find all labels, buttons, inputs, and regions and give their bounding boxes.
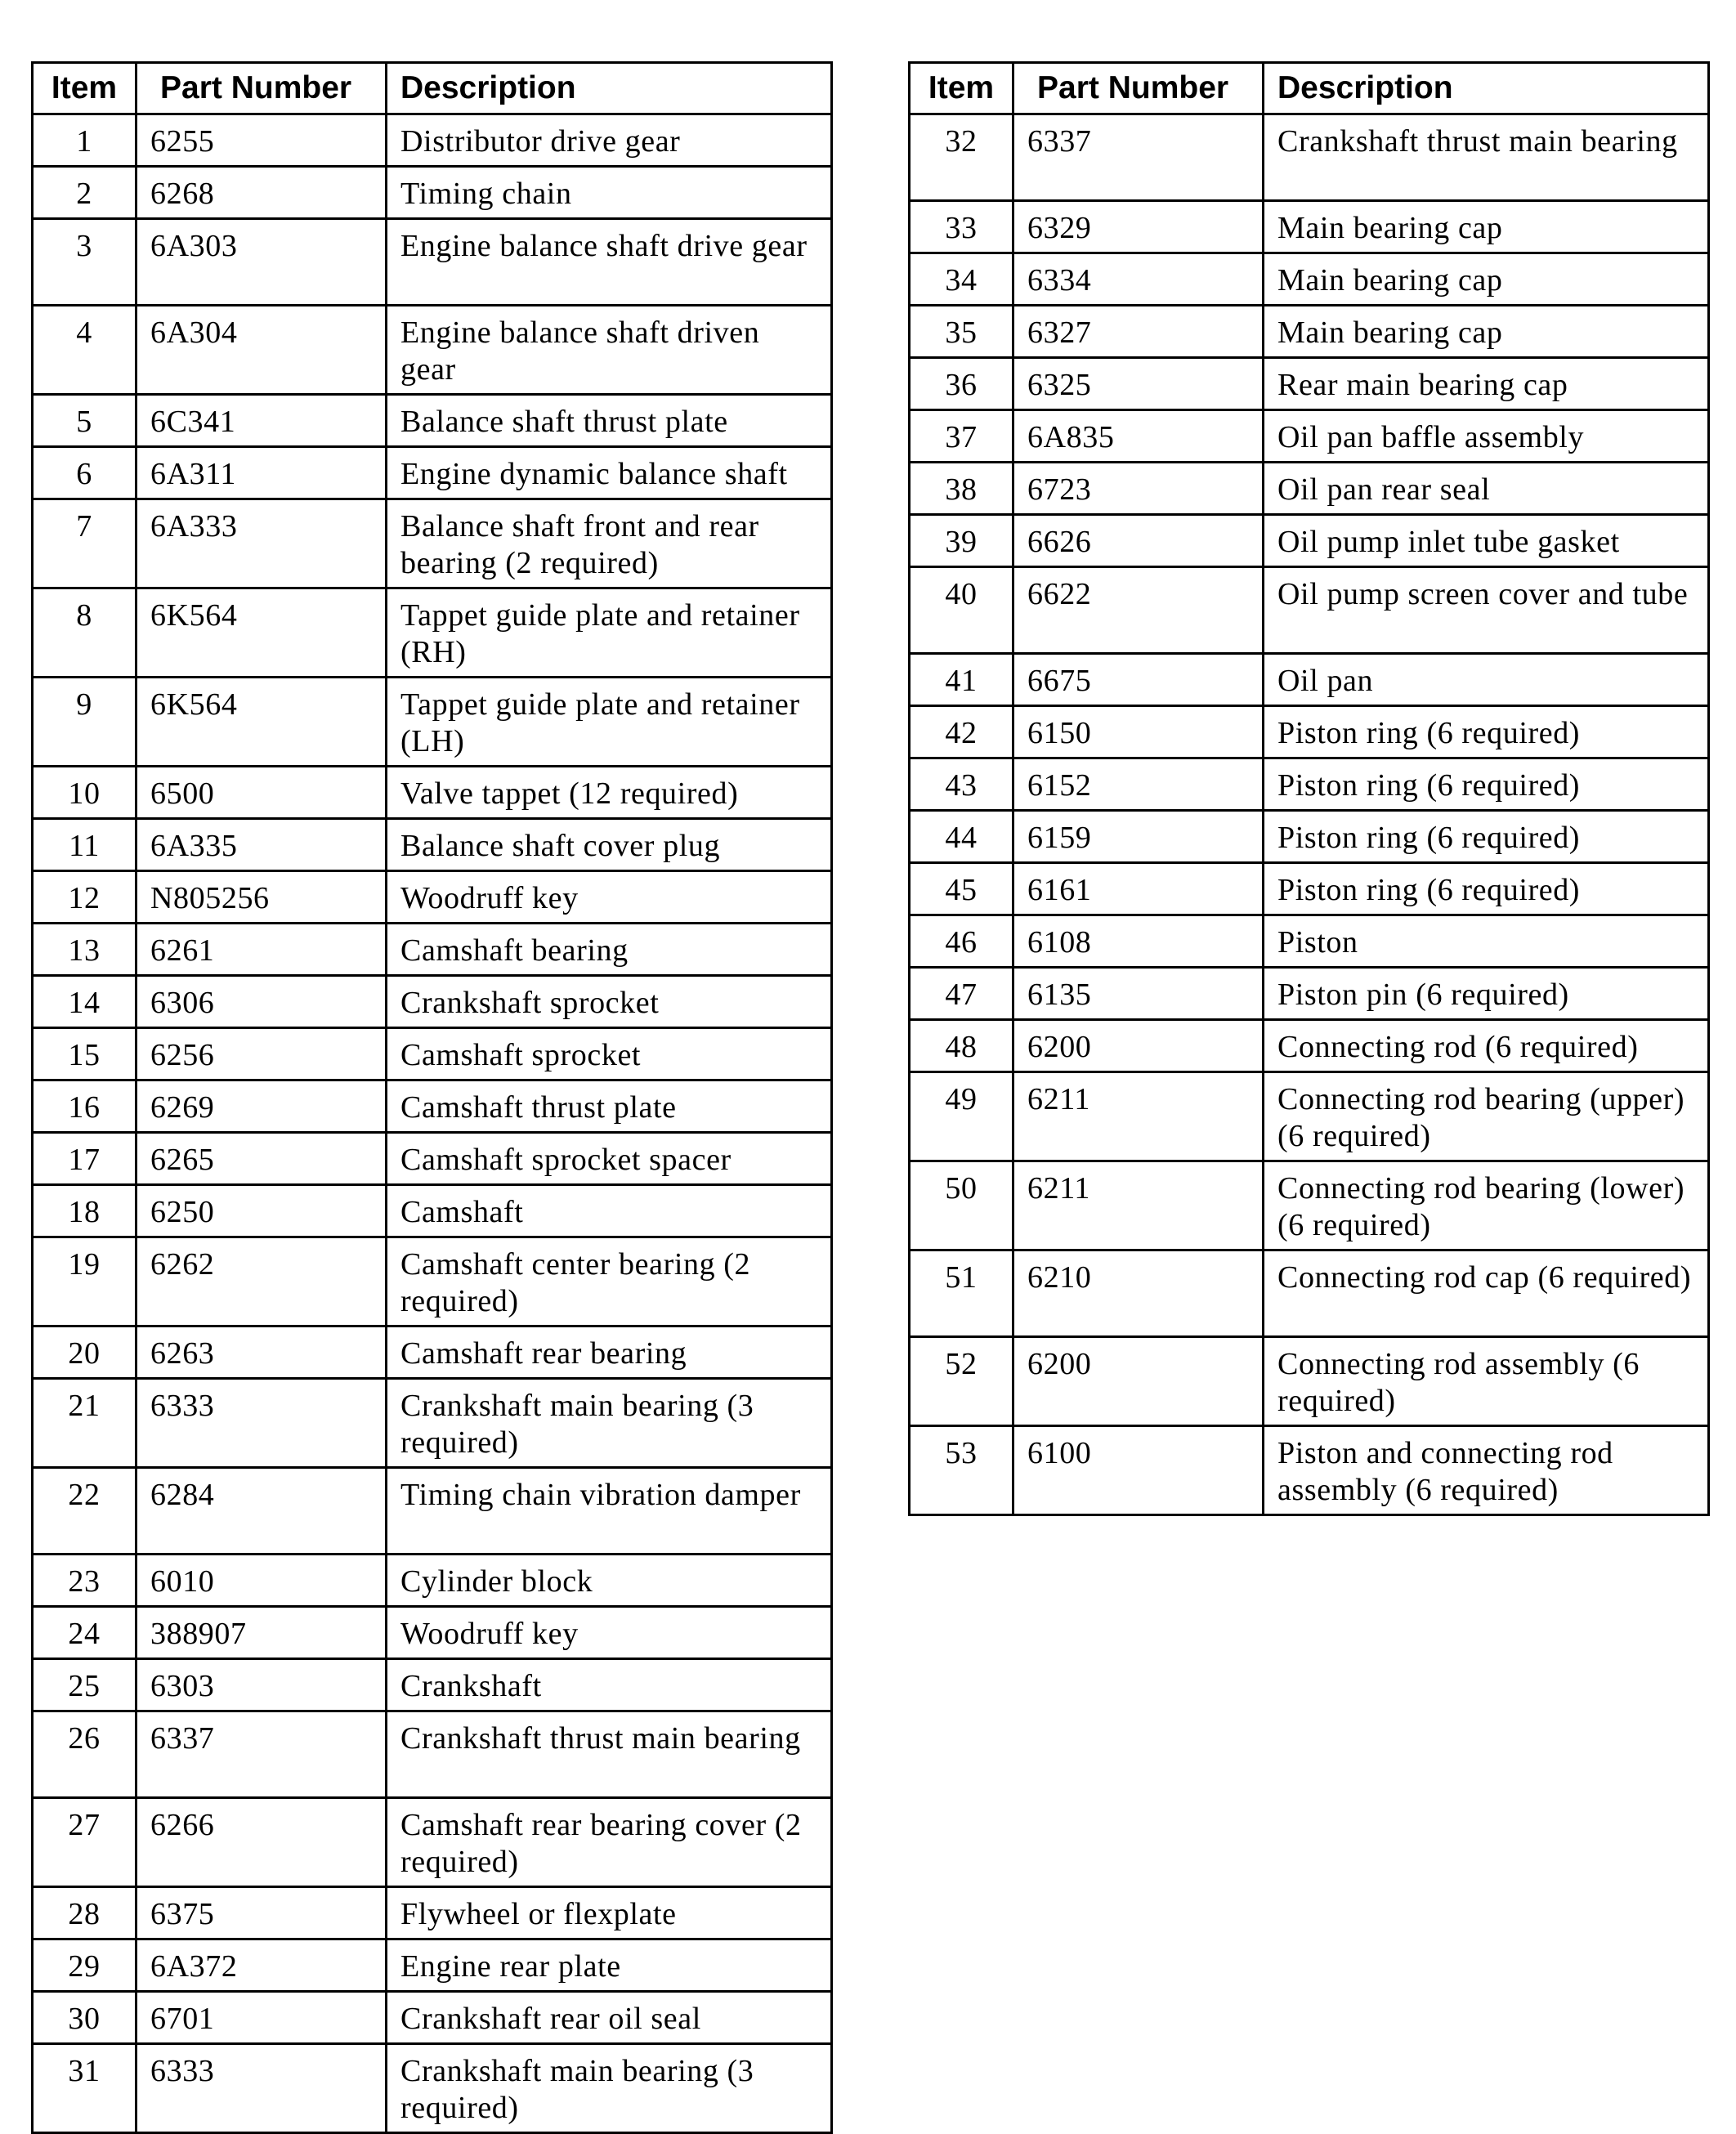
part-number: 6210 — [1013, 1250, 1264, 1337]
table-row — [33, 395, 832, 447]
part-number: 6150 — [1013, 706, 1264, 758]
parts-table-right-body — [910, 114, 1709, 1515]
part-number: 6329 — [1013, 201, 1264, 253]
part-description: Connecting rod bearing (lower) (6 required) — [1264, 1161, 1709, 1250]
item-number: 23 — [33, 1555, 136, 1607]
table-row — [33, 924, 832, 976]
part-description: Connecting rod assembly (6 required) — [1264, 1337, 1709, 1426]
part-number: 6211 — [1013, 1072, 1264, 1161]
part-number: 6325 — [1013, 358, 1264, 410]
table-row — [910, 915, 1709, 968]
item-number: 20 — [33, 1326, 136, 1379]
parts-table-left-body — [33, 114, 832, 2133]
table-row — [33, 499, 832, 588]
table-row — [33, 1992, 832, 2044]
part-number: 6303 — [136, 1659, 387, 1711]
part-number: 6266 — [136, 1798, 387, 1887]
header-part-number: Part Number — [136, 63, 387, 114]
part-number: 6C341 — [136, 395, 387, 447]
part-description: Crankshaft main bearing (3 required) — [387, 2044, 832, 2133]
part-description: Main bearing cap — [1264, 306, 1709, 358]
part-description: Connecting rod bearing (upper) (6 required) — [1264, 1072, 1709, 1161]
part-number: 6261 — [136, 924, 387, 976]
part-description: Crankshaft thrust main bearing — [387, 1711, 832, 1798]
part-description: Piston and connecting rod assembly (6 required) — [1264, 1426, 1709, 1515]
part-description: Cylinder block — [387, 1555, 832, 1607]
item-number: 49 — [910, 1072, 1013, 1161]
part-description: Piston ring (6 required) — [1264, 811, 1709, 863]
item-number: 18 — [33, 1185, 136, 1237]
item-number: 52 — [910, 1337, 1013, 1426]
part-description: Balance shaft thrust plate — [387, 395, 832, 447]
item-number: 13 — [33, 924, 136, 976]
item-number: 10 — [33, 767, 136, 819]
item-number: 42 — [910, 706, 1013, 758]
table-row — [910, 863, 1709, 915]
table-row — [910, 706, 1709, 758]
part-description: Crankshaft — [387, 1659, 832, 1711]
item-number: 6 — [33, 447, 136, 499]
part-description: Camshaft rear bearing cover (2 required) — [387, 1798, 832, 1887]
part-description: Engine balance shaft driven gear — [387, 306, 832, 395]
part-number: 6108 — [1013, 915, 1264, 968]
part-number: 6337 — [1013, 114, 1264, 201]
part-description: Piston — [1264, 915, 1709, 968]
item-number: 3 — [33, 219, 136, 306]
part-number: 6A304 — [136, 306, 387, 395]
part-description: Timing chain vibration damper — [387, 1468, 832, 1555]
item-number: 35 — [910, 306, 1013, 358]
part-number: 6A372 — [136, 1939, 387, 1992]
item-number: 16 — [33, 1080, 136, 1133]
part-number: N805256 — [136, 871, 387, 924]
part-description: Oil pump screen cover and tube — [1264, 567, 1709, 654]
table-header-row — [33, 63, 832, 114]
item-number: 12 — [33, 871, 136, 924]
table-row — [910, 968, 1709, 1020]
part-number: 6622 — [1013, 567, 1264, 654]
item-number: 46 — [910, 915, 1013, 968]
item-number: 22 — [33, 1468, 136, 1555]
table-row — [910, 306, 1709, 358]
part-number: 6A835 — [1013, 410, 1264, 463]
part-number: 6626 — [1013, 515, 1264, 567]
header-description: Description — [387, 63, 832, 114]
part-description: Camshaft — [387, 1185, 832, 1237]
part-number: 6A335 — [136, 819, 387, 871]
item-number: 32 — [910, 114, 1013, 201]
item-number: 31 — [33, 2044, 136, 2133]
part-number: 6211 — [1013, 1161, 1264, 1250]
part-description: Main bearing cap — [1264, 201, 1709, 253]
table-row — [33, 1080, 832, 1133]
item-number: 8 — [33, 588, 136, 678]
part-number: 6200 — [1013, 1337, 1264, 1426]
part-number: 6337 — [136, 1711, 387, 1798]
table-row — [33, 1028, 832, 1080]
table-row — [910, 654, 1709, 706]
table-row — [910, 410, 1709, 463]
part-number: 6265 — [136, 1133, 387, 1185]
part-number: 6375 — [136, 1887, 387, 1939]
part-description: Crankshaft rear oil seal — [387, 1992, 832, 2044]
table-row — [33, 1887, 832, 1939]
item-number: 27 — [33, 1798, 136, 1887]
item-number: 40 — [910, 567, 1013, 654]
item-number: 24 — [33, 1607, 136, 1659]
table-row — [33, 1607, 832, 1659]
table-row — [33, 1468, 832, 1555]
part-number: 6250 — [136, 1185, 387, 1237]
item-number: 25 — [33, 1659, 136, 1711]
table-row — [910, 358, 1709, 410]
part-number: 6723 — [1013, 463, 1264, 515]
part-description: Crankshaft thrust main bearing — [1264, 114, 1709, 201]
part-number: 6135 — [1013, 968, 1264, 1020]
part-description: Distributor drive gear — [387, 114, 832, 167]
table-row — [33, 1326, 832, 1379]
part-description: Balance shaft cover plug — [387, 819, 832, 871]
table-row — [33, 1798, 832, 1887]
table-row — [33, 1711, 832, 1798]
table-row — [33, 1555, 832, 1607]
table-row — [33, 819, 832, 871]
part-number: 6269 — [136, 1080, 387, 1133]
table-row — [910, 253, 1709, 306]
part-number: 6152 — [1013, 758, 1264, 811]
table-row — [910, 1161, 1709, 1250]
table-row — [910, 1250, 1709, 1337]
header-item: Item — [910, 63, 1013, 114]
part-description: Valve tappet (12 required) — [387, 767, 832, 819]
item-number: 21 — [33, 1379, 136, 1468]
table-row — [33, 1659, 832, 1711]
item-number: 45 — [910, 863, 1013, 915]
item-number: 33 — [910, 201, 1013, 253]
item-number: 38 — [910, 463, 1013, 515]
table-row — [33, 114, 832, 167]
part-number: 6K564 — [136, 678, 387, 767]
part-description: Piston pin (6 required) — [1264, 968, 1709, 1020]
item-number: 29 — [33, 1939, 136, 1992]
item-number: 51 — [910, 1250, 1013, 1337]
table-row — [910, 811, 1709, 863]
table-row — [33, 678, 832, 767]
item-number: 36 — [910, 358, 1013, 410]
part-description: Engine dynamic balance shaft — [387, 447, 832, 499]
table-row — [33, 1133, 832, 1185]
part-description: Flywheel or flexplate — [387, 1887, 832, 1939]
item-number: 30 — [33, 1992, 136, 2044]
part-description: Piston ring (6 required) — [1264, 863, 1709, 915]
part-number: 6256 — [136, 1028, 387, 1080]
part-number: 6333 — [136, 1379, 387, 1468]
item-number: 43 — [910, 758, 1013, 811]
table-row — [33, 447, 832, 499]
item-number: 9 — [33, 678, 136, 767]
item-number: 26 — [33, 1711, 136, 1798]
item-number: 53 — [910, 1426, 1013, 1515]
table-row — [910, 1337, 1709, 1426]
part-number: 6268 — [136, 167, 387, 219]
table-row — [33, 588, 832, 678]
part-number: 6701 — [136, 1992, 387, 2044]
part-description: Oil pan — [1264, 654, 1709, 706]
item-number: 19 — [33, 1237, 136, 1326]
part-description: Camshaft rear bearing — [387, 1326, 832, 1379]
part-description: Oil pan baffle assembly — [1264, 410, 1709, 463]
parts-table-right — [908, 61, 1710, 1516]
item-number: 48 — [910, 1020, 1013, 1072]
part-description: Crankshaft sprocket — [387, 976, 832, 1028]
part-description: Rear main bearing cap — [1264, 358, 1709, 410]
table-row — [33, 1939, 832, 1992]
part-description: Crankshaft main bearing (3 required) — [387, 1379, 832, 1468]
table-row — [910, 1072, 1709, 1161]
part-number: 6161 — [1013, 863, 1264, 915]
part-description: Engine rear plate — [387, 1939, 832, 1992]
part-number: 6675 — [1013, 654, 1264, 706]
item-number: 28 — [33, 1887, 136, 1939]
table-row — [33, 1237, 832, 1326]
part-description: Piston ring (6 required) — [1264, 758, 1709, 811]
part-description: Camshaft thrust plate — [387, 1080, 832, 1133]
part-number: 6306 — [136, 976, 387, 1028]
item-number: 47 — [910, 968, 1013, 1020]
part-number: 6A311 — [136, 447, 387, 499]
table-row — [33, 1379, 832, 1468]
table-row — [33, 976, 832, 1028]
item-number: 37 — [910, 410, 1013, 463]
item-number: 4 — [33, 306, 136, 395]
part-number: 6334 — [1013, 253, 1264, 306]
part-number: 6010 — [136, 1555, 387, 1607]
part-description: Connecting rod (6 required) — [1264, 1020, 1709, 1072]
part-description: Oil pump inlet tube gasket — [1264, 515, 1709, 567]
item-number: 50 — [910, 1161, 1013, 1250]
part-number: 6K564 — [136, 588, 387, 678]
table-row — [33, 767, 832, 819]
part-number: 388907 — [136, 1607, 387, 1659]
part-description: Oil pan rear seal — [1264, 463, 1709, 515]
item-number: 2 — [33, 167, 136, 219]
part-description: Balance shaft front and rear bearing (2 required) — [387, 499, 832, 588]
part-number: 6200 — [1013, 1020, 1264, 1072]
part-description: Camshaft sprocket — [387, 1028, 832, 1080]
item-number: 7 — [33, 499, 136, 588]
item-number: 14 — [33, 976, 136, 1028]
part-number: 6327 — [1013, 306, 1264, 358]
part-description: Main bearing cap — [1264, 253, 1709, 306]
item-number: 41 — [910, 654, 1013, 706]
item-number: 11 — [33, 819, 136, 871]
table-row — [33, 2044, 832, 2133]
part-description: Engine balance shaft drive gear — [387, 219, 832, 306]
item-number: 44 — [910, 811, 1013, 863]
header-part-number: Part Number — [1013, 63, 1264, 114]
part-description: Piston ring (6 required) — [1264, 706, 1709, 758]
table-row — [33, 1185, 832, 1237]
part-description: Timing chain — [387, 167, 832, 219]
part-description: Woodruff key — [387, 1607, 832, 1659]
part-description: Connecting rod cap (6 required) — [1264, 1250, 1709, 1337]
part-number: 6263 — [136, 1326, 387, 1379]
item-number: 39 — [910, 515, 1013, 567]
header-description: Description — [1264, 63, 1709, 114]
table-row — [33, 167, 832, 219]
table-row — [910, 758, 1709, 811]
part-number: 6284 — [136, 1468, 387, 1555]
table-row — [910, 567, 1709, 654]
part-description: Woodruff key — [387, 871, 832, 924]
table-row — [910, 201, 1709, 253]
part-number: 6255 — [136, 114, 387, 167]
header-item: Item — [33, 63, 136, 114]
table-row — [910, 1020, 1709, 1072]
item-number: 15 — [33, 1028, 136, 1080]
table-row — [910, 515, 1709, 567]
table-row — [33, 219, 832, 306]
item-number: 1 — [33, 114, 136, 167]
part-description: Tappet guide plate and retainer (LH) — [387, 678, 832, 767]
table-row — [910, 1426, 1709, 1515]
part-number: 6100 — [1013, 1426, 1264, 1515]
table-row — [33, 306, 832, 395]
part-description: Camshaft sprocket spacer — [387, 1133, 832, 1185]
part-number: 6159 — [1013, 811, 1264, 863]
table-row — [33, 871, 832, 924]
table-header-row — [910, 63, 1709, 114]
part-number: 6500 — [136, 767, 387, 819]
part-description: Tappet guide plate and retainer (RH) — [387, 588, 832, 678]
item-number: 34 — [910, 253, 1013, 306]
part-number: 6262 — [136, 1237, 387, 1326]
part-number: 6A333 — [136, 499, 387, 588]
part-description: Camshaft center bearing (2 required) — [387, 1237, 832, 1326]
table-row — [910, 114, 1709, 201]
parts-table-left — [31, 61, 833, 2134]
part-description: Camshaft bearing — [387, 924, 832, 976]
item-number: 17 — [33, 1133, 136, 1185]
part-number: 6333 — [136, 2044, 387, 2133]
part-number: 6A303 — [136, 219, 387, 306]
item-number: 5 — [33, 395, 136, 447]
table-row — [910, 463, 1709, 515]
